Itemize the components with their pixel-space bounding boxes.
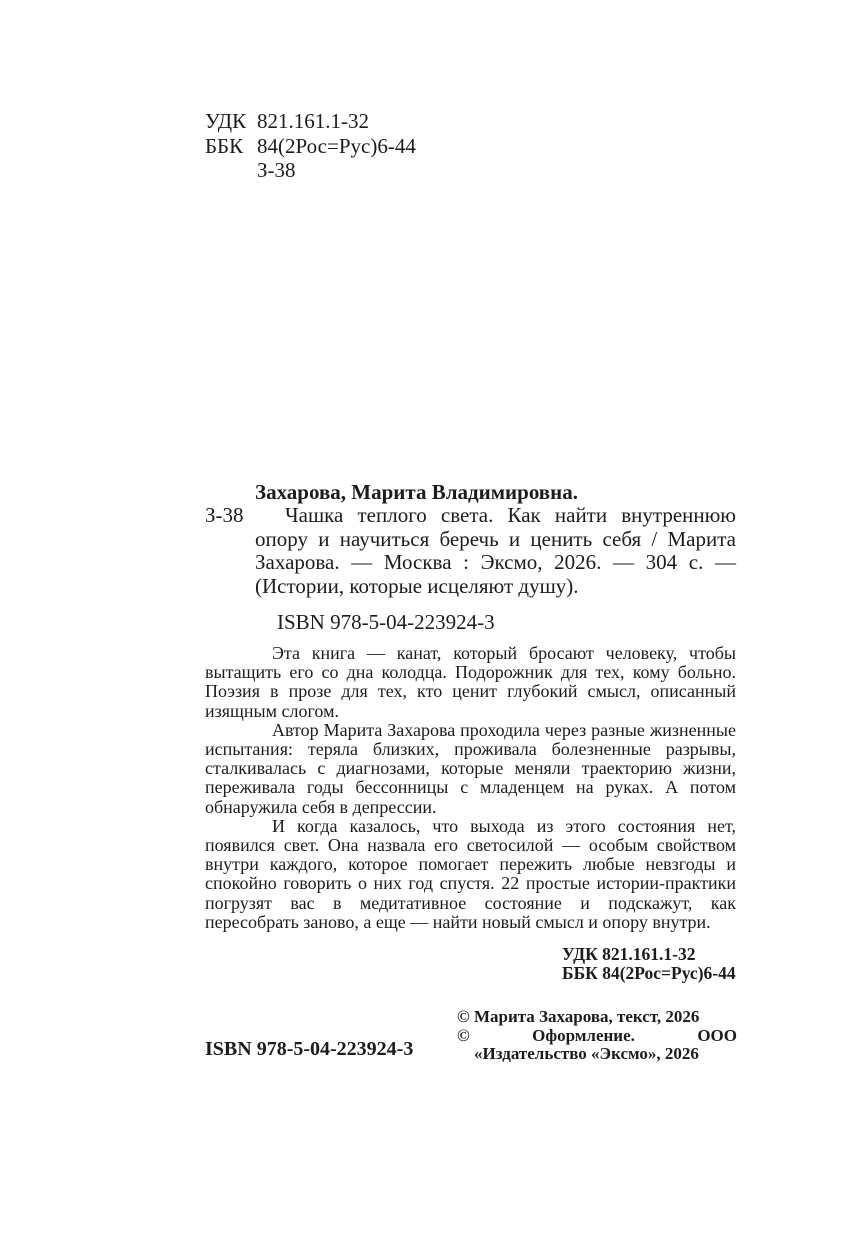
udc-bottom: УДК 821.161.1-32	[562, 944, 696, 964]
author-sign-row	[205, 158, 416, 183]
footer-isbn: ISBN 978-5-04-223924-3	[205, 1038, 414, 1060]
classification-codes-top	[205, 109, 416, 183]
copyright-publisher: © Оформление. ООО «Издательство «Эксмо», 2026	[457, 1025, 737, 1064]
bibliographic-entry	[205, 504, 736, 598]
annotation-paragraph: Автор Марита Захарова проходила через разные жизненные испытания: теряла близких, проживала болезненные разрывы, сталкивалась с диагнозами, которые меняли траекторию жизни, переживала годы бессонницы с младенцем на руках. А потом обнаружила себя в депрессии.	[205, 719, 736, 817]
annotation-block	[205, 644, 736, 932]
entry-description: Чашка теплого света. Как найти внутреннюю опору и научиться беречь и ценить себя / Марита Захарова. — Москва : Эксмо, 2026. — 304 с. — (Истории, которые исцеляют душу).	[255, 503, 736, 598]
bbk-value: 84(2Рос=Рус)6-44	[257, 133, 416, 158]
entry-author-sign: З-38	[205, 503, 244, 528]
classification-codes-bottom	[562, 945, 736, 982]
author-heading: Захарова, Марита Владимировна.	[255, 480, 578, 504]
udc-value: 821.161.1-32	[257, 109, 369, 133]
copyright-block	[457, 1008, 737, 1064]
isbn-entry: ISBN 978-5-04-223924-3	[277, 610, 495, 635]
copyright-author-text: © Марита Захарова, текст, 2026	[457, 1007, 700, 1026]
bibliographic-record	[205, 481, 736, 634]
bbk-label: ББК	[205, 133, 244, 158]
bbk-bottom: ББК 84(2Рос=Рус)6-44	[562, 962, 736, 983]
annotation-paragraph: И когда казалось, что выхода из этого состояния нет, появился свет. Она назвала его светосилой — особым свойством внутри каждого, которое помогает пережить любые невзгоды и спокойно говорить о них год спустя. 22 простые истории-практики погрузят вас в медитативное состояние и подскажут, как пересобрать заново, а еще — найти новый смысл и опору внутри.	[205, 815, 736, 932]
bbk-row	[205, 134, 416, 159]
udc-label: УДК	[205, 109, 247, 133]
annotation-paragraph: Эта книга — канат, который бросают человеку, чтобы вытащить его со дна колодца. Подорожник для тех, кому больно. Поэзия в прозе для тех, кто ценит глубокий смысл, описанный изящным слогом.	[205, 643, 736, 721]
author-sign-spacer	[205, 158, 257, 183]
author-sign: З-38	[257, 158, 296, 182]
udc-row	[205, 109, 416, 134]
